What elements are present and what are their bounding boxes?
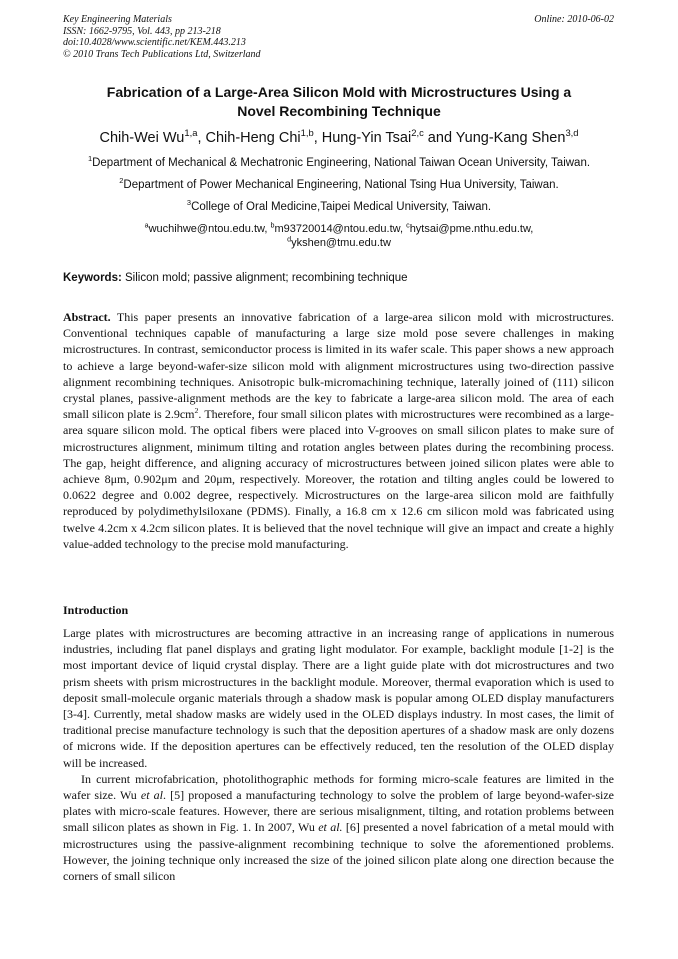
keywords-label: Keywords: (63, 272, 122, 284)
email-sup: a (144, 221, 149, 230)
author-sep: and (423, 130, 456, 146)
email-sup: c (406, 221, 410, 230)
title-line-2: Novel Recombining Technique (237, 103, 441, 119)
introduction-heading: Introduction (63, 603, 129, 617)
email-a[interactable]: wuchihwe@ntou.edu.tw, (148, 223, 271, 235)
author-name: Hung-Yin Tsai (321, 130, 412, 146)
affiliation-1 (20, 154, 658, 169)
introduction-body (63, 625, 614, 884)
email-c[interactable]: hytsai@pme.nthu.edu.tw, (409, 223, 534, 235)
author-sup: 1,a (184, 127, 198, 139)
doi-line: doi:10.4028/www.scientific.net/KEM.443.213 (63, 37, 246, 48)
affiliation-2 (20, 176, 658, 191)
author-sup: 2,c (411, 127, 424, 139)
intro-paragraph-2 (63, 771, 614, 884)
email-sup: b (270, 221, 275, 230)
email-block (20, 222, 658, 250)
author-name: Chih-Wei Wu (99, 130, 185, 146)
title-line-1: Fabrication of a Large-Area Silicon Mold with Microstructures Using a (106, 84, 572, 100)
intro-paragraph-1: Large plates with microstructures are becoming attractive in an increasing range of applications in numerous industries, including flat panel displays and grating light modulator. For example, backlight module [1-2] is the most important device of liquid crystal display. There are a light guide plate with dot microstructures and two prism sheets with prism microstructures in the backlight module. Moreover, thermal evaporation which is used to deposit small-molecule organic materials through a shadow mask is popular among OLED display manufacturers [3-4]. Currently, metal shadow masks are widely used in the OLED displays industry. In most cases, the limit of traditional precise manufacture technology is such that the deposition apertures of a shadow mask are only dozens of microns wide. If the deposition apertures can be effectively reduced, ten the resolution of the OLED display will be increased. (63, 626, 614, 770)
abstract-label: Abstract. (63, 310, 111, 324)
issn-line: ISSN: 1662-9795, Vol. 443, pp 213-218 (63, 25, 221, 37)
abstract (63, 309, 614, 552)
author-sep: , (313, 130, 322, 146)
intro-p2-b: . [5] proposed a manufacturing technology to solve the problem of large beyond-wafer-size plates with micro-scale features. However, there are serious misalignment, tilting, and rotation problems between small silicon plates as shown in Fig. 1. In 2007, Wu (63, 788, 614, 835)
keywords (63, 272, 408, 284)
author-name: Chih-Heng Chi (205, 130, 301, 146)
email-sup: d (287, 235, 292, 244)
abstract-text-2: . Therefore, four small silicon plates with microstructures were recombined as a large-area square silicon mold. The optical fibers were placed into V-grooves on small silicon plates to make sure of microstructures alignment, minimum tilting and rotation angles between plates during the recombining process. The gap, height difference, and aligning accuracy of microstructures between joined silicon plates were able to achieve 8μm, 0.902μm and 20μm, respectively. Moreover, the rotation and tilting angles could be lowered to 0.0622 degree and 0.002 degree, respectively. Microstructures on the large-area silicon mold are faithfully reproduced by polydimethylsiloxane (PDMS). Finally, a 16.8 cm x 12.6 cm silicon mold was fabricated using twelve 4.2cm x 4.2cm silicon plates. It is believed that the novel technique will give an impact and create a highly value-added technology to the precise mold manufacturing. (63, 407, 615, 551)
online-date: Online: 2010-06-02 (534, 14, 614, 25)
intro-p2-a: In current microfabrication, photolithographic methods for forming micro-scale features are limited in the wafer size. Wu (63, 771, 614, 803)
affiliation-sup: 2 (119, 176, 124, 186)
author-sep: , (197, 130, 206, 146)
author-sup: 1,b (300, 127, 314, 139)
affiliation-text: Department of Power Mechanical Engineering, National Tsing Hua University, Taiwan. (123, 179, 559, 191)
intro-p2-c: [6] presented a novel fabrication of a metal mould with microstructures using the passive-alignment recombining technique to solve the aforementioned problems. However, the joining technique only increased the size of the joined silicon plate along one direction because the corners of small silicon (63, 820, 614, 884)
author-name: Yung-Kang Shen (455, 130, 566, 146)
affiliation-sup: 3 (186, 198, 192, 208)
abstract-text-1: This paper presents an innovative fabrication of a large-area silicon mold with microstructures. Conventional techniques capable of manufacturing a large size mold pose severe challenges in making microstructures. In contrast, semiconductor process is limited in its wafer scale. This paper shows a new approach to achieve a large beyond-wafer-size silicon mold with alignment microstructures using two-direction passive alignment recombining techniques. Anisotropic bulk-micromachining technique, laterally joined of (111) silicon crystal planes, passive-alignment methods are the key to fabricate a large-area silicon mold. The area of each small silicon plate is 2.9cm (63, 310, 614, 422)
email-d[interactable]: ykshen@tmu.edu.tw (291, 237, 391, 249)
journal-name: Key Engineering Materials (63, 14, 172, 25)
affiliation-text: Department of Mechanical & Mechatronic Engineering, National Taiwan Ocean University, Taiwan. (92, 157, 591, 169)
affiliation-3 (20, 198, 658, 213)
copyright-line: © 2010 Trans Tech Publications Ltd, Switzerland (63, 48, 261, 60)
etal-2: et al. (318, 820, 343, 835)
email-line-2 (20, 236, 658, 250)
paper-title (40, 83, 638, 121)
author-sup: 3,d (565, 127, 579, 139)
email-b[interactable]: m93720014@ntou.edu.tw, (274, 223, 407, 235)
keywords-text: Silicon mold; passive alignment; recombining technique (121, 272, 408, 284)
journal-metadata (63, 14, 261, 60)
abstract-sup: 2 (194, 406, 199, 416)
affiliation-text: College of Oral Medicine,Taipei Medical University, Taiwan. (191, 201, 492, 213)
email-line-1 (20, 222, 658, 236)
etal-1: et al (140, 788, 164, 803)
author-list (20, 127, 658, 146)
affiliation-sup: 1 (87, 154, 93, 164)
